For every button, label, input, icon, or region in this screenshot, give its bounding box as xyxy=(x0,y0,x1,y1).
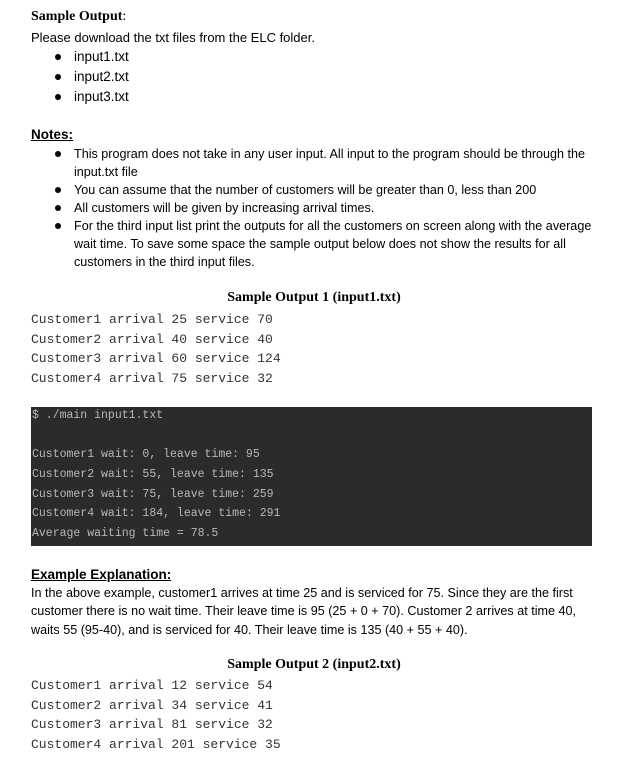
input-line: Customer1 arrival 12 service 54 xyxy=(31,678,273,693)
terminal-average-line: Average waiting time = 78.5 xyxy=(32,527,219,540)
note-item: For the third input list print the outputs for all the customers on screen along with the average wait time. To save some space the sample output below does not show the results for all customers in the third input files. xyxy=(31,217,601,271)
notes-heading: Notes: xyxy=(31,127,74,142)
example-heading: Example Explanation: xyxy=(31,567,172,582)
input-line: Customer2 arrival 34 service 41 xyxy=(31,697,273,713)
sample-output-heading-text: Sample Output xyxy=(31,9,123,24)
note-item: You can assume that the number of customers will be greater than 0, less than 200 xyxy=(31,181,601,199)
example-text: In the above example, customer1 arrives at time 25 and is serviced for 75. Since they are the first customer there is no wait time. Their leave time is 95 (25 + 0 + 70). Customer 2 arrives at time 40, waits 55 (95-40), and is serviced for 40. Their leave time is 135 (40 + 55 + 40). xyxy=(31,586,577,637)
file-item: input3.txt xyxy=(31,87,129,107)
terminal-line: Customer4 wait: 184, leave time: 291 xyxy=(32,507,281,520)
terminal-output xyxy=(31,407,592,546)
sample-output-heading xyxy=(31,9,126,25)
input-line: Customer4 arrival 201 service 35 xyxy=(31,736,281,752)
input-line: Customer2 arrival 40 service 40 xyxy=(31,331,273,347)
note-item: All customers will be given by increasing arrival times. xyxy=(31,199,601,217)
intro-text: Please download the txt files from the ELC folder. xyxy=(31,30,315,45)
notes-list xyxy=(31,145,601,271)
input-line: Customer3 arrival 60 service 124 xyxy=(31,351,281,366)
note-item: This program does not take in any user input. All input to the program should be through the input.txt file xyxy=(31,145,601,181)
terminal-line: Customer1 wait: 0, leave time: 95 xyxy=(32,448,260,461)
sample-output-2-title: Sample Output 2 (input2.txt) xyxy=(227,657,401,672)
terminal-command: $ ./main input1.txt xyxy=(32,409,164,422)
input-line: Customer3 arrival 81 service 32 xyxy=(31,717,273,732)
file-list xyxy=(31,47,129,107)
sample-output-heading-colon: : xyxy=(122,9,127,24)
input-line: Customer4 arrival 75 service 32 xyxy=(31,370,273,386)
input1-lines xyxy=(31,310,281,388)
terminal-line: Customer3 wait: 75, leave time: 259 xyxy=(32,488,274,501)
file-item: input2.txt xyxy=(31,67,129,87)
input2-lines xyxy=(31,676,281,754)
input-line: Customer1 arrival 25 service 70 xyxy=(31,312,273,327)
file-item: input1.txt xyxy=(31,47,129,67)
terminal-line: Customer2 wait: 55, leave time: 135 xyxy=(32,468,274,481)
sample-output-1-title: Sample Output 1 (input1.txt) xyxy=(227,290,401,305)
